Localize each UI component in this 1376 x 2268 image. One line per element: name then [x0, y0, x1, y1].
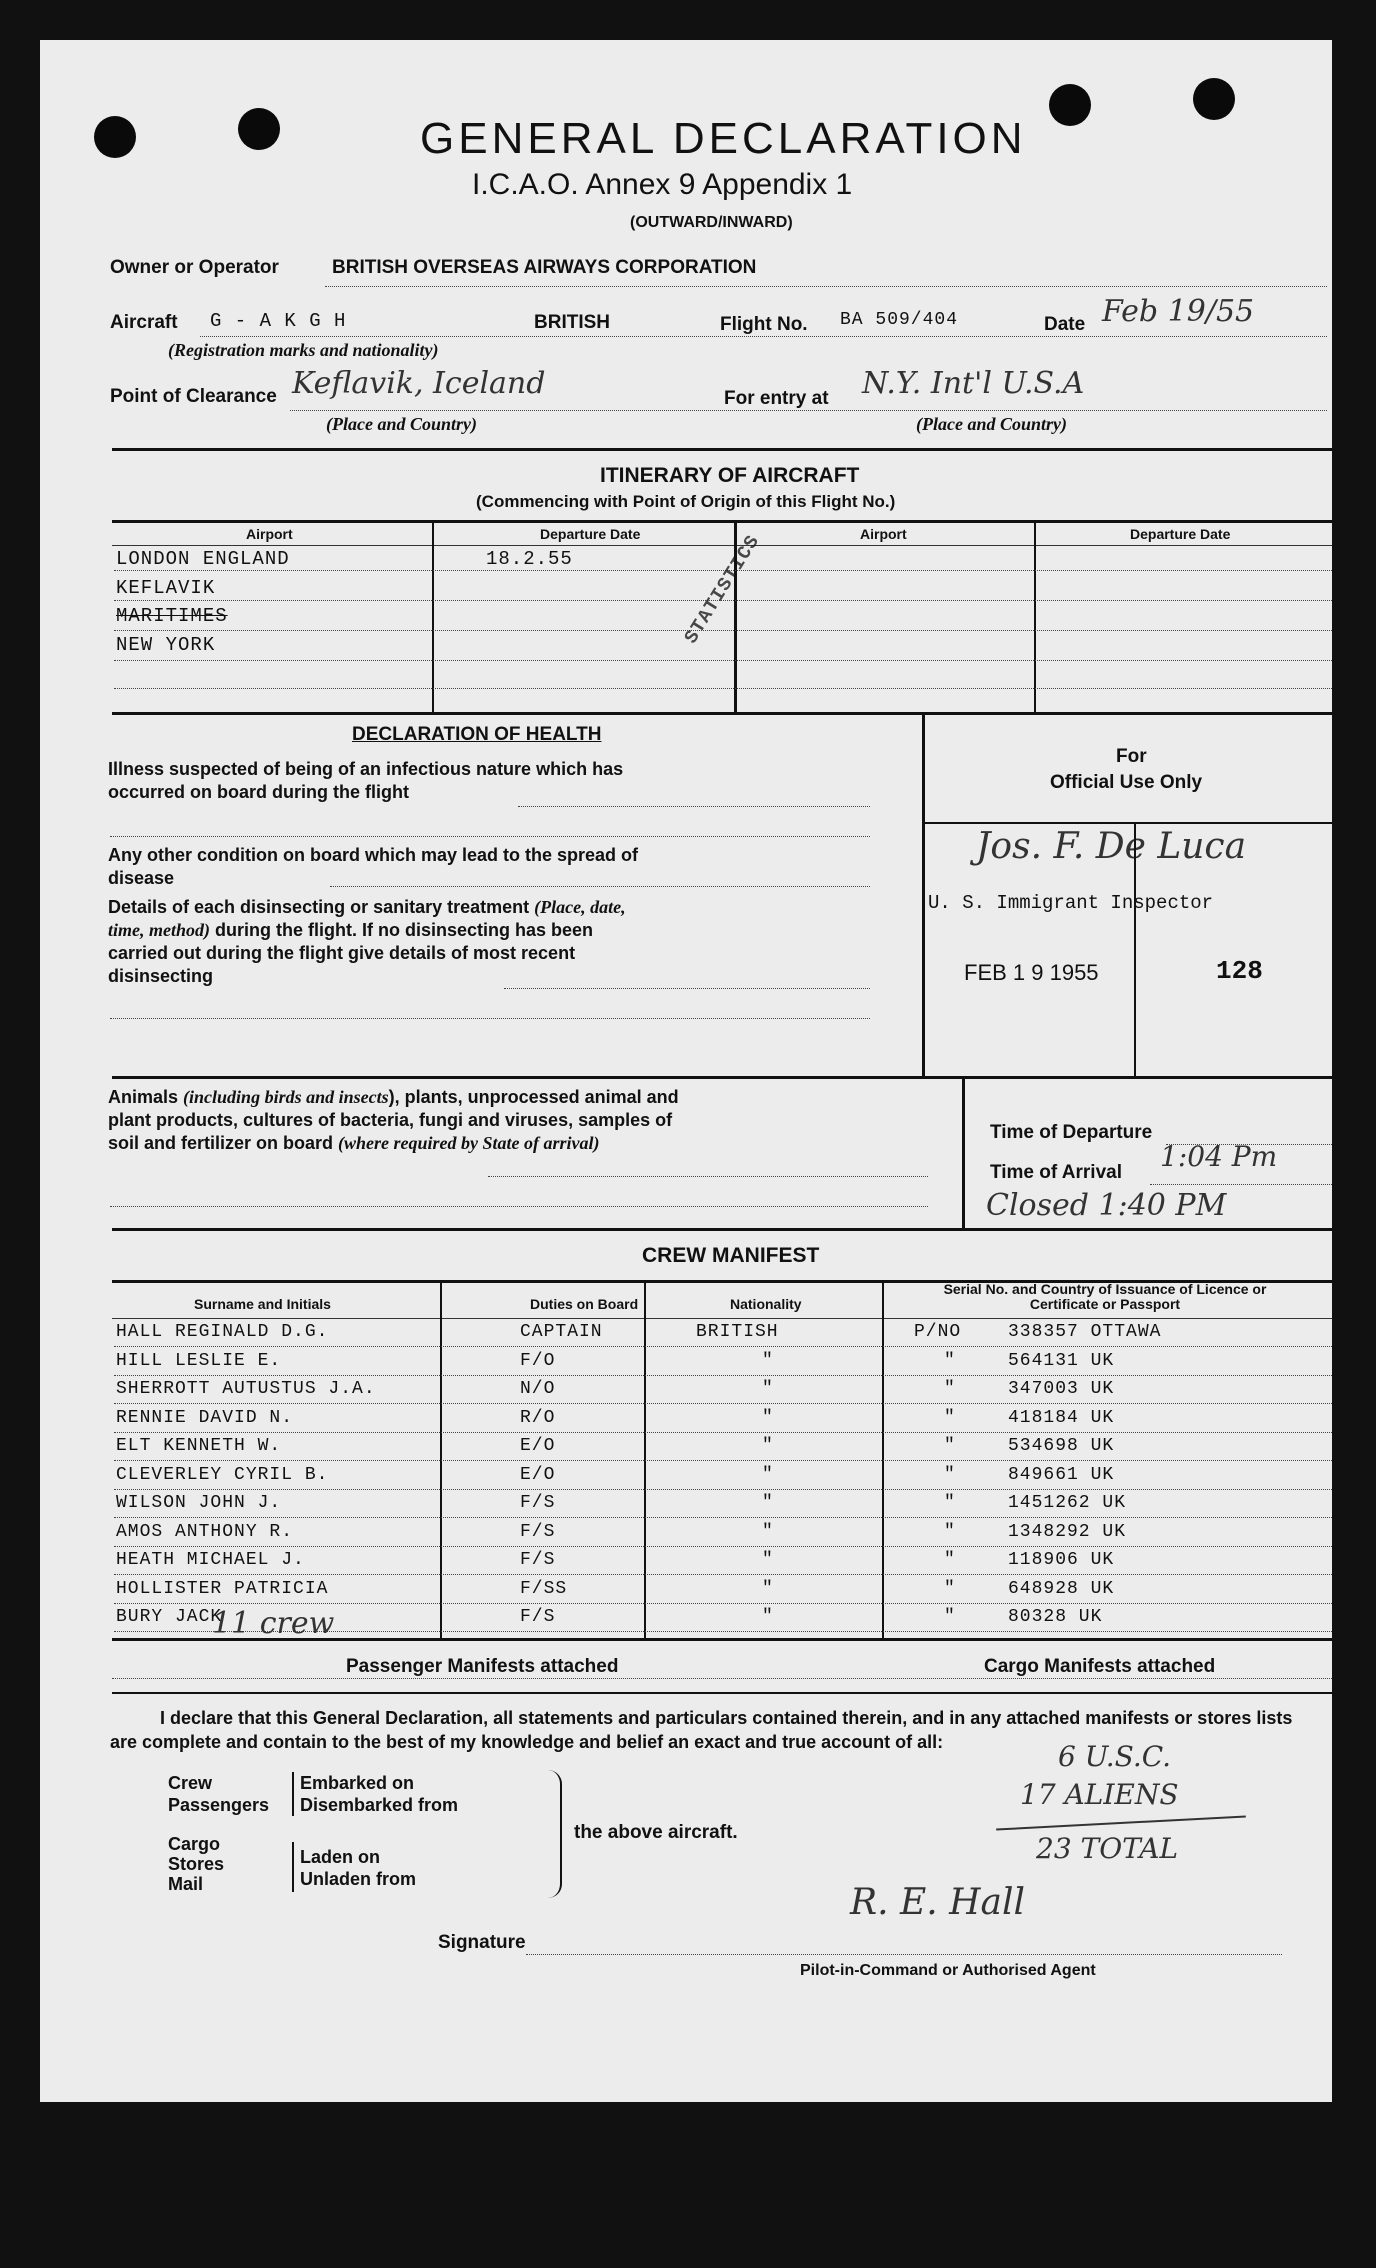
tally-total: 23 TOTAL [1036, 1832, 1179, 1865]
health-title: DECLARATION OF HEALTH [352, 724, 602, 745]
illness-rule [518, 806, 870, 807]
bracket-rule [292, 1772, 294, 1816]
clearance-label: Point of Clearance [110, 386, 277, 407]
health-other: Any other condition on board which may lead to the spread of disease [108, 845, 639, 888]
bracket-rule [292, 1842, 294, 1892]
signature-label: Signature [438, 1932, 526, 1953]
closed-time: Closed 1:40 PM [986, 1188, 1227, 1223]
crew-row-serial: 648928 UK [1008, 1578, 1115, 1599]
arrival-value: 1:04 Pm [1160, 1140, 1278, 1173]
aircraft-rule [200, 336, 1327, 337]
crew-title: CREW MANIFEST [642, 1244, 820, 1267]
crew-row-name: HOLLISTER PATRICIA [116, 1578, 329, 1599]
health-disinfect [108, 896, 648, 988]
date-value: Feb 19/55 [1102, 294, 1255, 329]
pilot-label: Pilot-in-Command or Authorised Agent [800, 1962, 1096, 1979]
aircraft-nationality: BRITISH [534, 312, 610, 333]
big-bracket [548, 1770, 562, 1898]
entry-label: For entry at [724, 388, 829, 409]
crew-row-duty: F/O [520, 1350, 556, 1371]
decl-crew: Crew [168, 1773, 213, 1793]
crew-row-duty: F/S [520, 1607, 556, 1627]
crew-row-prefix: " [944, 1350, 956, 1371]
crew-row-duty: F/S [520, 1550, 556, 1570]
crew-row-name: HEATH MICHAEL J. [116, 1550, 305, 1570]
decl-laden: Laden on [300, 1847, 380, 1867]
laden-labels [300, 1846, 416, 1890]
crew-row-name: AMOS ANTHONY R. [116, 1521, 294, 1542]
embark-labels [300, 1772, 458, 1816]
itin-col-departure: Departure Date [540, 526, 641, 542]
animals-text-b: (including birds and insects [183, 1087, 389, 1107]
date-label: Date [1044, 314, 1086, 335]
clearance-note: (Place and Country) [326, 414, 477, 434]
crew-row-nat: " [762, 1464, 774, 1485]
disinfect-text-b: (Place, date, time, method) [108, 897, 626, 940]
crew-row-duty: CAPTAIN [520, 1322, 603, 1342]
crew-row-name: BURY JACK [116, 1607, 223, 1627]
crew-row-prefix: " [944, 1493, 956, 1513]
health-divider [922, 714, 925, 1076]
official-divider [1134, 824, 1136, 1076]
health-illness: Illness suspected of being of an infectious nature which has occurred on board during the flight [108, 759, 624, 802]
health-bottom-rule [112, 1076, 1332, 1079]
disinfect-rule [504, 988, 870, 989]
aircraft-label: Aircraft [110, 312, 178, 333]
itin-row-airport: NEW YORK [116, 634, 216, 656]
arrival-rule [1150, 1184, 1332, 1185]
crew-col-serial: Serial No. and Country of Issuance of Licence or Certificate or Passport [943, 1281, 1267, 1312]
declaration-form [40, 40, 1332, 2102]
animals-text-d: (where required by State of arrival) [338, 1133, 600, 1153]
itin-col-airport2: Airport [860, 526, 907, 542]
arrival-label: Time of Arrival [990, 1162, 1122, 1183]
tally-aliens: 17 ALIENS [1020, 1778, 1179, 1811]
crew-row-prefix: " [944, 1550, 956, 1570]
crew-row-name: HILL LESLIE E. [116, 1350, 282, 1371]
crew-row-rule [114, 1346, 1332, 1347]
decl-mail: Mail [168, 1874, 204, 1894]
crew-col-nationality: Nationality [730, 1296, 802, 1312]
animals-divider [962, 1076, 965, 1228]
disinfect-text-c: during the flight. If no disinsecting has been carried out during the flight give details of most recent disinsecting [108, 920, 594, 986]
crew-passengers-labels [168, 1772, 269, 1816]
owner-value: BRITISH OVERSEAS AIRWAYS CORPORATION [332, 257, 757, 278]
crew-row-name: CLEVERLEY CYRIL B. [116, 1464, 329, 1485]
itin-row-date: 18.2.55 [486, 548, 573, 570]
tally-uscitizens: 6 U.S.C. [1058, 1740, 1172, 1773]
crew-row-serial: 1451262 UK [1008, 1493, 1127, 1513]
crew-row-duty: E/O [520, 1436, 556, 1456]
punch-hole [94, 116, 136, 158]
crew-row-name: WILSON JOHN J. [116, 1493, 282, 1513]
official-title-b: Official Use Only [1050, 772, 1203, 793]
crew-row-serial: 418184 UK [1008, 1407, 1115, 1428]
crew-row-rule [114, 1403, 1332, 1404]
crew-row-nat: BRITISH [696, 1322, 779, 1342]
itinerary-subtitle: (Commencing with Point of Origin of this Flight No.) [476, 492, 896, 511]
crew-count-note: 11 crew [212, 1606, 335, 1641]
other-rule [330, 886, 870, 887]
itinerary-title: ITINERARY OF AIRCRAFT [600, 464, 860, 487]
crew-row-prefix: " [944, 1521, 956, 1542]
crew-row-name: RENNIE DAVID N. [116, 1407, 294, 1428]
disinfect-text-a: Details of each disinsecting or sanitary treatment [108, 897, 530, 917]
manifests-bottom-rule [112, 1692, 1332, 1694]
signature-rule [526, 1954, 1282, 1955]
animals-rule [110, 1206, 928, 1207]
punch-hole [238, 108, 280, 150]
decl-above-aircraft: the above aircraft. [574, 1822, 738, 1843]
decl-disembarked: Disembarked from [300, 1795, 459, 1815]
crew-row-rule [114, 1489, 1332, 1490]
itin-divider [1034, 522, 1036, 712]
declaration-text: I declare that this General Declaration, all statements and particulars contained therein, and in any attached manifests or stores lists are complete and contain to the best of my knowledge and belief an exact and true account of all: [110, 1708, 1293, 1752]
itin-colhead-rule [112, 545, 1332, 546]
form-subtitle: I.C.A.O. Annex 9 Appendix 1 [472, 168, 853, 201]
crew-row-prefix: P/NO [914, 1322, 962, 1342]
disinfect-rule [110, 1018, 870, 1019]
crew-row-duty: N/O [520, 1379, 556, 1399]
itinerary-top-rule [112, 448, 1332, 451]
crew-row-name: SHERROTT AUTUSTUS J.A. [116, 1379, 376, 1399]
itin-row-rule [114, 630, 1332, 631]
crew-row-rule [114, 1574, 1332, 1575]
crew-row-prefix: " [944, 1607, 956, 1627]
itin-col-departure2: Departure Date [1130, 526, 1231, 542]
crew-row-serial: 849661 UK [1008, 1464, 1115, 1485]
crew-row-serial: 80328 UK [1008, 1607, 1103, 1627]
crew-row-prefix: " [944, 1436, 956, 1456]
crew-row-nat: " [762, 1493, 774, 1513]
departure-label: Time of Departure [990, 1122, 1153, 1143]
clearance-rule [290, 410, 1327, 411]
crew-row-serial: 347003 UK [1008, 1379, 1115, 1399]
crew-col-name: Surname and Initials [194, 1296, 331, 1312]
manifests-rule [112, 1678, 1332, 1679]
crew-row-serial: 1348292 UK [1008, 1521, 1127, 1542]
itin-row-airport: KEFLAVIK [116, 577, 216, 599]
animals-text-a: Animals [108, 1087, 179, 1107]
crew-row-duty: F/S [520, 1493, 556, 1513]
clearance-value: Keflavik, Iceland [292, 366, 546, 401]
crew-row-duty: F/SS [520, 1578, 568, 1599]
flight-label: Flight No. [720, 314, 808, 335]
tally-rule [996, 1815, 1246, 1830]
decl-cargo: Cargo [168, 1834, 221, 1854]
decl-unladen: Unladen from [300, 1869, 417, 1889]
crew-row-rule [114, 1460, 1332, 1461]
itin-divider [432, 522, 434, 712]
crew-row-duty: E/O [520, 1464, 556, 1485]
crew-col-duty: Duties on Board [530, 1296, 639, 1312]
decl-passengers: Passengers [168, 1795, 270, 1815]
registration-note: (Registration marks and nationality) [168, 340, 439, 360]
itin-row-rule [114, 660, 1332, 661]
decl-embarked: Embarked on [300, 1773, 415, 1793]
owner-label: Owner or Operator [110, 257, 279, 278]
entry-value: N.Y. Int'l U.S.A [862, 366, 1085, 401]
crew-row-serial: 534698 UK [1008, 1436, 1115, 1456]
crew-row-name: ELT KENNETH W. [116, 1436, 282, 1456]
crew-row-nat: " [762, 1550, 774, 1570]
passenger-manifest-label: Passenger Manifests attached [346, 1656, 619, 1677]
aircraft-registration: G - A K G H [210, 310, 347, 332]
statistics-stamp: STATISTICS [680, 530, 765, 648]
official-title-a: For [1116, 746, 1147, 767]
animals-bottom-rule [112, 1228, 1332, 1231]
crew-row-rule [114, 1603, 1332, 1604]
inspection-date-stamp: FEB 1 9 1955 [964, 960, 1099, 985]
animals-text [108, 1086, 698, 1155]
crew-row-nat: " [762, 1350, 774, 1371]
crew-row-nat: " [762, 1607, 774, 1627]
itin-col-airport: Airport [246, 526, 293, 542]
pilot-signature: R. E. Hall [850, 1882, 1026, 1923]
flight-value: BA 509/404 [840, 310, 959, 330]
crew-row-nat: " [762, 1521, 774, 1542]
itin-row-airport: LONDON ENGLAND [116, 548, 290, 570]
crew-row-nat: " [762, 1578, 774, 1599]
inspector-title: U. S. Immigrant Inspector [928, 892, 1214, 914]
crew-row-nat: " [762, 1436, 774, 1456]
animals-text-c: ), plants, unprocessed animal and plant products, cultures of bacteria, fungi and viruses, samples of soil and fertilizer on board [108, 1087, 679, 1153]
decl-stores: Stores [168, 1854, 225, 1874]
crew-row-name: HALL REGINALD D.G. [116, 1322, 329, 1342]
official-rule [924, 822, 1332, 824]
entry-note: (Place and Country) [916, 414, 1067, 434]
itin-row-rule [114, 688, 1332, 689]
inspector-number: 128 [1216, 956, 1263, 986]
crew-row-prefix: " [944, 1578, 956, 1599]
crew-row-nat: " [762, 1407, 774, 1428]
crew-row-rule [114, 1432, 1332, 1433]
itin-row-airport: MARITIMES [116, 605, 228, 627]
crew-colhead-rule [112, 1318, 1332, 1319]
crew-row-prefix: " [944, 1464, 956, 1485]
crew-row-nat: " [762, 1379, 774, 1399]
crew-row-serial: 564131 UK [1008, 1350, 1115, 1371]
itinerary-header-rule [112, 520, 1332, 523]
crew-row-serial: 338357 OTTAWA [1008, 1322, 1162, 1342]
form-title: GENERAL DECLARATION [420, 114, 1027, 163]
official-signature: Jos. F. De Luca [976, 826, 1247, 867]
crew-row-prefix: " [944, 1407, 956, 1428]
animals-rule [488, 1176, 928, 1177]
owner-rule [325, 286, 1327, 287]
cargo-manifest-label: Cargo Manifests attached [984, 1656, 1216, 1677]
crew-row-rule [114, 1517, 1332, 1518]
punch-hole [1193, 78, 1235, 120]
crew-row-serial: 118906 UK [1008, 1550, 1115, 1570]
crew-row-duty: R/O [520, 1407, 556, 1428]
crew-row-duty: F/S [520, 1521, 556, 1542]
crew-row-prefix: " [944, 1379, 956, 1399]
cargo-labels [168, 1834, 224, 1894]
illness-rule [110, 836, 870, 837]
itinerary-bottom-rule [112, 712, 1332, 715]
crew-row-rule [114, 1546, 1332, 1547]
crew-row-rule [114, 1375, 1332, 1376]
punch-hole [1049, 84, 1091, 126]
form-direction: (OUTWARD/INWARD) [630, 214, 793, 231]
